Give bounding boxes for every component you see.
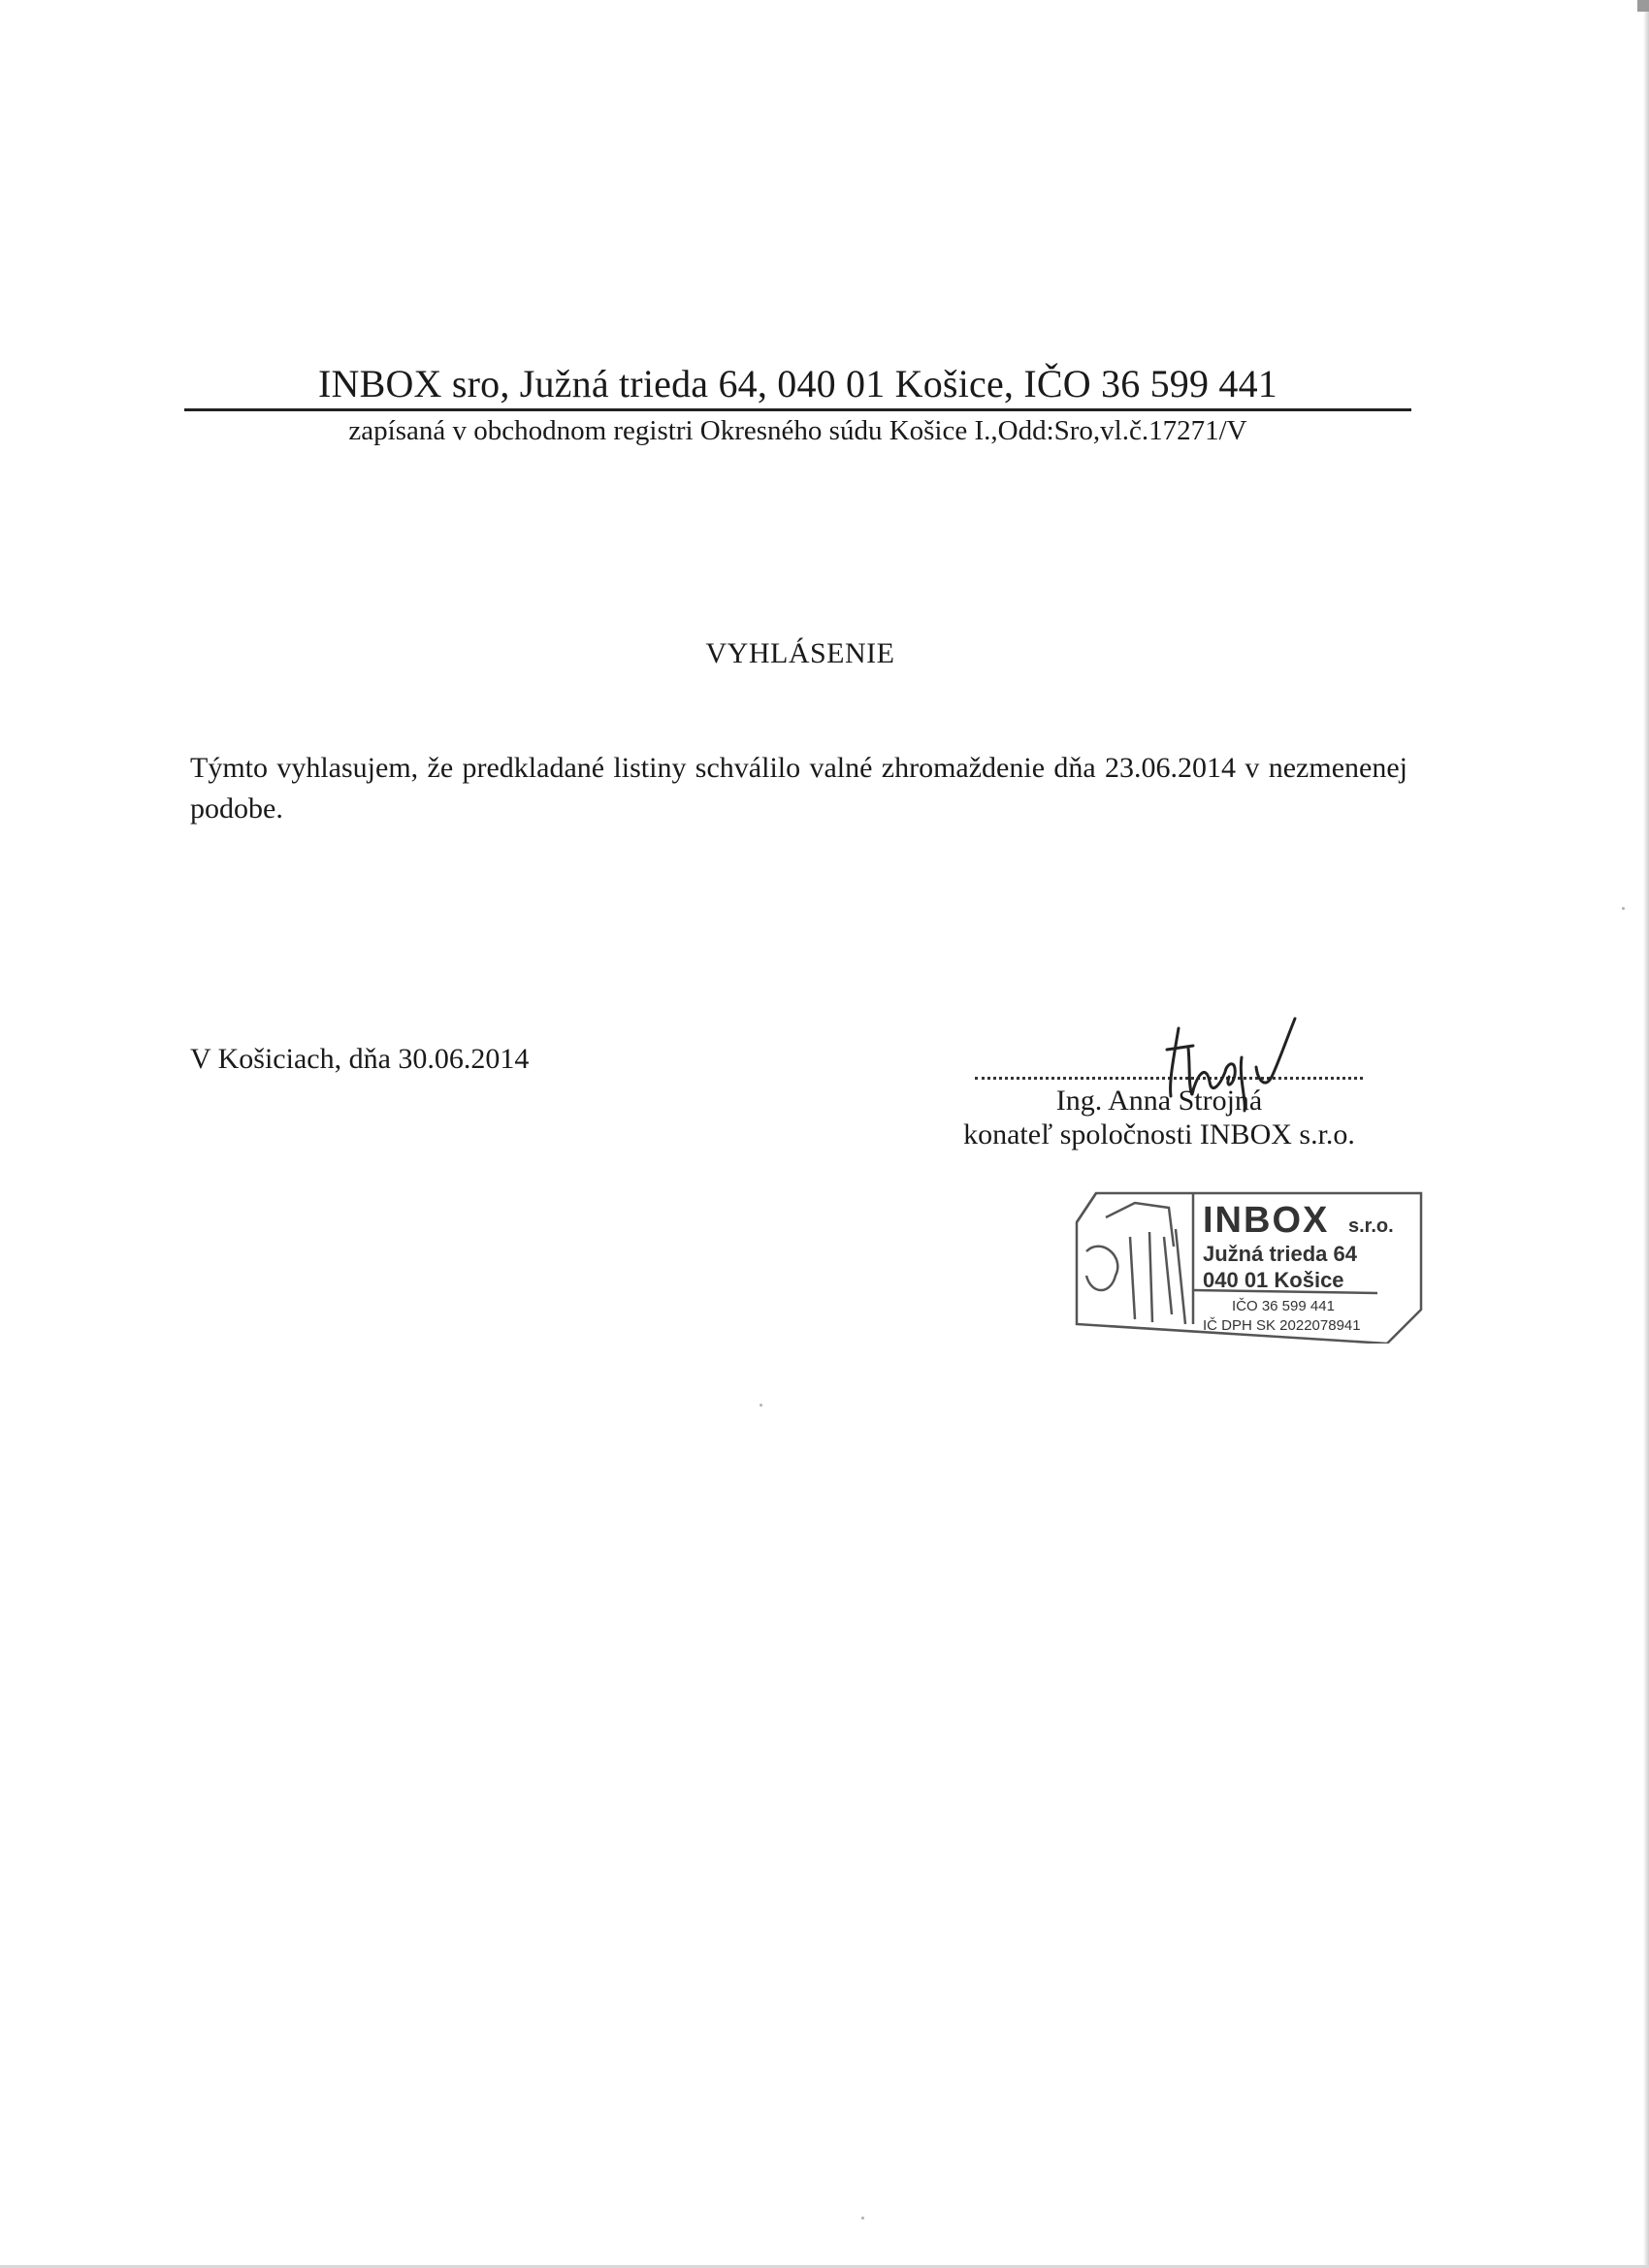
stamp-legal-form: s.r.o. — [1348, 1215, 1394, 1237]
document-heading: VYHLÁSENIE — [705, 637, 895, 669]
company-stamp — [1057, 1179, 1426, 1344]
letterhead-title: INBOX sro, Južná trieda 64, 040 01 Košice, IČO 36 599 441 — [317, 362, 1278, 405]
stamp-city: 040 01 Košice — [1203, 1268, 1344, 1292]
scan-speck — [1622, 907, 1625, 910]
stamp-street: Južná trieda 64 — [1203, 1242, 1357, 1266]
place-and-date: V Košiciach, dňa 30.06.2014 — [190, 1043, 530, 1075]
scan-edge-right — [1643, 0, 1649, 2268]
stamp-ico: IČO 36 599 441 — [1232, 1298, 1335, 1314]
stamp-company: INBOX — [1203, 1200, 1330, 1241]
letterhead-rule — [184, 408, 1411, 411]
letterhead-registration: zapísaná v obchodnom registri Okresného súdu Košice I.,Odd:Sro,vl.č.17271/V — [348, 415, 1247, 446]
declaration-text: Týmto vyhlasujem, že predkladané listiny schválilo valné zhromaždenie dňa 23.06.2014 v nezmenenej podobe. — [190, 752, 1407, 825]
signatory-role: konateľ spoločnosti INBOX s.r.o. — [963, 1118, 1355, 1150]
stamp-ic-dph: IČ DPH SK 2022078941 — [1203, 1317, 1361, 1334]
signatory-name: Ing. Anna Strojná — [1055, 1085, 1263, 1117]
scan-speck — [760, 1404, 762, 1407]
scan-speck — [861, 2217, 864, 2219]
scan-corner-mark — [1637, 0, 1649, 12]
